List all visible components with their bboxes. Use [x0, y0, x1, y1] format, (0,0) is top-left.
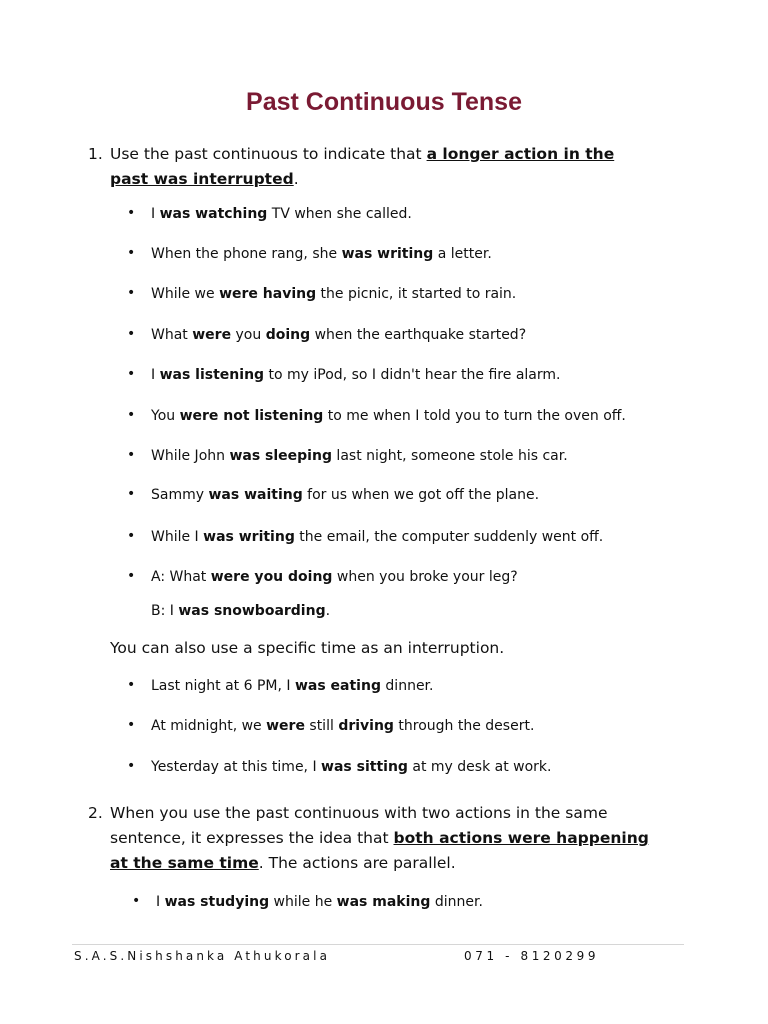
list-item: • I was studying while he was making dinner.: [132, 893, 483, 910]
list-item: • Last night at 6 PM, I was eating dinner.: [127, 677, 434, 694]
list-item: • I was watching TV when she called.: [127, 205, 412, 222]
list-item: • While John was sleeping last night, someone stole his car.: [127, 447, 568, 464]
list-item: • Sammy was waiting for us when we got off the plane.: [127, 486, 540, 503]
section-1-end: .: [293, 170, 299, 188]
list-item: • When the phone rang, she was writing a letter.: [127, 245, 492, 262]
footer-author: S.A.S.Nishshanka Athukorala: [74, 949, 331, 963]
list-item: • What were you doing when the earthquake started?: [127, 326, 527, 343]
section-2-line-1: When you use the past continuous with two actions in the same: [110, 804, 608, 822]
section-1-emphasis-2: past was interrupted: [110, 170, 294, 188]
section-2-number: 2.: [88, 804, 103, 822]
section-1-heading: [88, 142, 688, 192]
footer-divider: [72, 944, 684, 945]
section-2-heading: [88, 801, 688, 876]
list-item: • While we were having the picnic, it started to rain.: [127, 285, 517, 302]
page-title: Past Continuous Tense: [246, 88, 522, 116]
section-1-number: 1.: [88, 145, 103, 163]
list-item: • You were not listening to me when I told you to turn the oven off.: [127, 407, 626, 424]
section-2-emphasis-1: both actions were happening: [393, 829, 649, 847]
list-item-continuation: B: I was snowboarding.: [151, 603, 331, 619]
list-item: • A: What were you doing when you broke your leg?: [127, 568, 518, 585]
list-item: • While I was writing the email, the computer suddenly went off.: [127, 528, 604, 545]
list-item: • I was listening to my iPod, so I didn't hear the fire alarm.: [127, 366, 561, 383]
section-2-line-2: sentence, it expresses the idea that: [110, 829, 394, 847]
list-item: • Yesterday at this time, I was sitting at my desk at work.: [127, 758, 552, 775]
section-2-emphasis-2: at the same time: [110, 854, 259, 872]
list-item: • At midnight, we were still driving through the desert.: [127, 717, 535, 734]
section-2-line-3: . The actions are parallel.: [258, 854, 456, 872]
interruption-note: You can also use a specific time as an interruption.: [110, 639, 505, 657]
footer-phone: 071 - 8120299: [464, 949, 600, 963]
section-1-emphasis-1: a longer action in the: [426, 145, 615, 163]
section-1-text: Use the past continuous to indicate that: [110, 145, 427, 163]
